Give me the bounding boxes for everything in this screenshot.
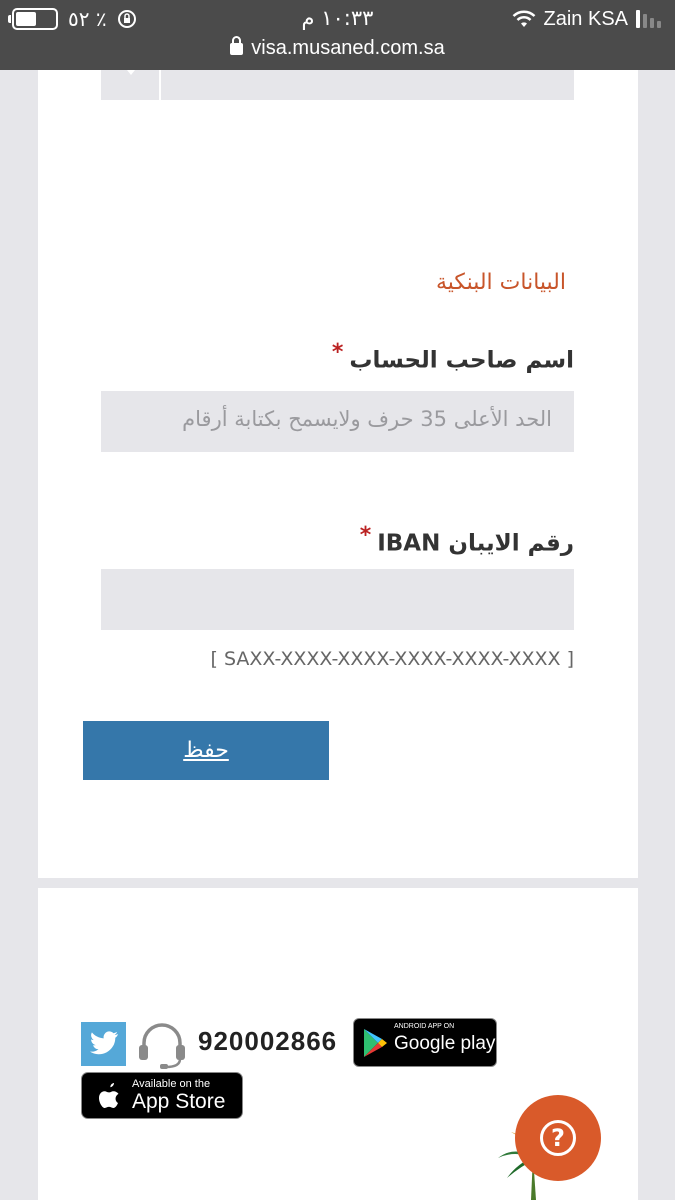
iban-format-hint: [ SAXX-XXXX-XXXX-XXXX-XXXX-XXXX ] xyxy=(210,648,574,670)
footer-card xyxy=(38,888,638,1200)
section-title: البيانات البنكية xyxy=(435,270,566,295)
google-play-badge[interactable] xyxy=(353,1018,497,1067)
question-icon: ? xyxy=(540,1120,576,1156)
battery-percent: ٥٢ ٪ xyxy=(68,7,107,31)
help-button[interactable] xyxy=(515,1095,601,1181)
headset-icon xyxy=(136,1021,188,1069)
iban-label-text: رقم الايبان IBAN xyxy=(377,530,574,557)
iban-input[interactable] xyxy=(101,569,574,630)
google-play-small-text: ANDROID APP ON xyxy=(394,1023,455,1030)
account-holder-placeholder: الحد الأعلى 35 حرف ولايسمح بكتابة أرقام xyxy=(182,407,552,431)
form-card xyxy=(38,70,638,878)
wifi-icon xyxy=(512,10,536,28)
lock-icon xyxy=(230,43,243,55)
clock: ١٠:٣٣ م xyxy=(301,6,374,30)
previous-select-field[interactable] xyxy=(101,70,574,100)
required-mark: * xyxy=(359,523,372,548)
account-holder-input[interactable] xyxy=(101,391,574,452)
status-bar xyxy=(0,0,675,70)
phone-number[interactable]: 920002866 xyxy=(198,1026,338,1056)
account-holder-label xyxy=(332,340,574,374)
app-store-small-text: Available on the xyxy=(132,1078,211,1090)
required-mark: * xyxy=(331,340,344,365)
signal-icon xyxy=(636,10,661,28)
status-right xyxy=(512,6,661,32)
account-holder-label-text: اسم صاحب الحساب xyxy=(349,347,574,374)
url-text: visa.musaned.com.sa xyxy=(251,37,445,59)
app-store-text: App Store xyxy=(132,1090,226,1113)
address-bar[interactable] xyxy=(0,37,675,60)
app-store-badge[interactable] xyxy=(81,1072,243,1119)
iban-label xyxy=(360,523,574,557)
apple-icon xyxy=(95,1081,123,1111)
carrier-name: Zain KSA xyxy=(543,7,628,30)
google-play-icon xyxy=(362,1028,388,1058)
google-play-text: Google play xyxy=(394,1033,496,1054)
save-button[interactable]: حفظ xyxy=(83,721,329,780)
twitter-icon[interactable] xyxy=(81,1022,126,1066)
